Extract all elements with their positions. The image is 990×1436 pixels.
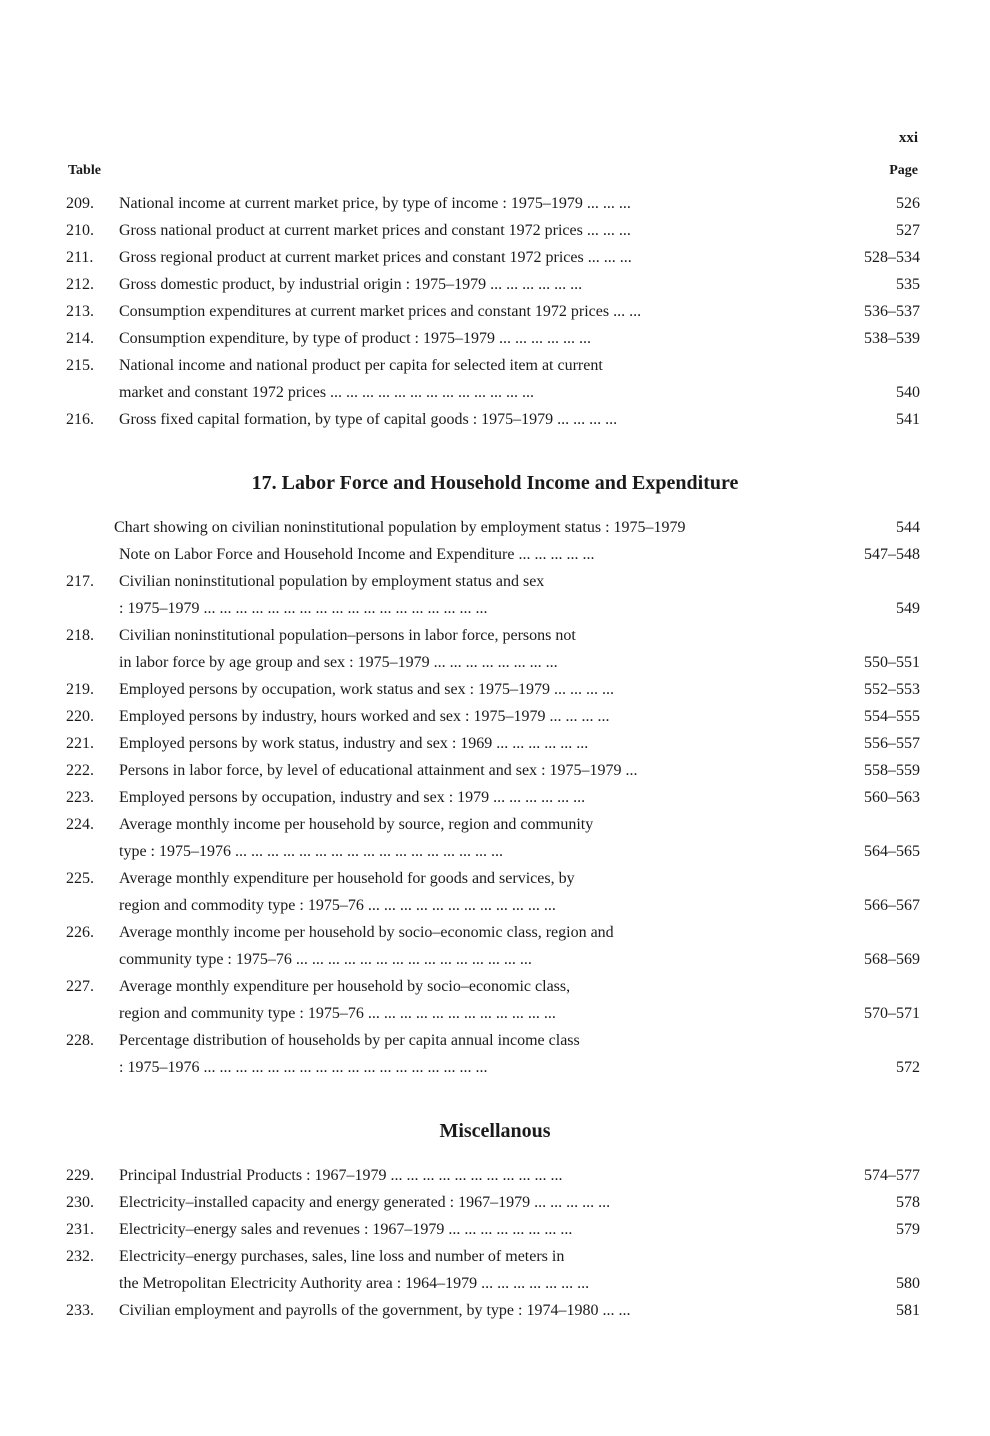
- page-reference: 526: [896, 195, 920, 212]
- toc-entry: [0, 298, 990, 325]
- entry-title: Electricity–energy purchases, sales, line loss and number of meters in: [119, 1248, 565, 1265]
- entry-title: type : 1975–1976 ... ... ... ... ... ... ... ... ... ... ... ... ... ... ... ... ...: [119, 843, 503, 860]
- table-column-header: Table: [68, 163, 101, 178]
- toc-entry: [0, 784, 990, 811]
- table-number: 216.: [66, 411, 94, 428]
- table-number: 222.: [66, 762, 94, 779]
- toc-entry: [0, 622, 990, 676]
- entry-title: Electricity–energy sales and revenues : 1967–1979 ... ... ... ... ... ... ... ...: [119, 1221, 573, 1238]
- page-reference: 536–537: [864, 303, 920, 320]
- toc-entry: [0, 811, 990, 865]
- entry-title: market and constant 1972 prices ... ... ... ... ... ... ... ... ... ... ... ... ...: [119, 384, 535, 401]
- entry-title: Gross regional product at current market prices and constant 1972 prices ... ... ...: [119, 249, 632, 266]
- entry-title: Employed persons by industry, hours worked and sex : 1975–1979 ... ... ... ...: [119, 708, 610, 725]
- page-reference: 580: [896, 1275, 920, 1292]
- table-number: 209.: [66, 195, 94, 212]
- entry-title: region and commodity type : 1975–76 ... ... ... ... ... ... ... ... ... ... ... ...: [119, 897, 556, 914]
- entry-title: National income and national product per capita for selected item at current: [119, 357, 603, 374]
- entry-title: Average monthly expenditure per household for goods and services, by: [119, 870, 575, 887]
- toc-entry: [0, 1189, 990, 1216]
- entry-title: Gross national product at current market prices and constant 1972 prices ... ... ...: [119, 222, 631, 239]
- entry-title: Employed persons by occupation, work status and sex : 1975–1979 ... ... ... ...: [119, 681, 615, 698]
- entry-title: in labor force by age group and sex : 1975–1979 ... ... ... ... ... ... ... ...: [119, 654, 558, 671]
- page-reference: 541: [896, 411, 920, 428]
- entry-title: Persons in labor force, by level of educational attainment and sex : 1975–1979 ...: [119, 762, 638, 779]
- toc-entry: [0, 703, 990, 730]
- page-reference: 538–539: [864, 330, 920, 347]
- entry-title: Employed persons by occupation, industry and sex : 1979 ... ... ... ... ... ...: [119, 789, 586, 806]
- page-reference: 528–534: [864, 249, 920, 266]
- entry-title: Note on Labor Force and Household Income and Expenditure ... ... ... ... ...: [119, 546, 595, 563]
- page-reference: 549: [896, 600, 920, 617]
- entry-title: Consumption expenditures at current market prices and constant 1972 prices ... ...: [119, 303, 642, 320]
- entry-title: Gross domestic product, by industrial origin : 1975–1979 ... ... ... ... ... ...: [119, 276, 583, 293]
- page-reference: 550–551: [864, 654, 920, 671]
- entry-title: the Metropolitan Electricity Authority area : 1964–1979 ... ... ... ... ... ... ...: [119, 1275, 590, 1292]
- toc-entry: [0, 1297, 990, 1324]
- table-number: 215.: [66, 357, 94, 374]
- toc-entry: [0, 271, 990, 298]
- entry-title: Average monthly income per household by socio–economic class, region and: [119, 924, 614, 941]
- toc-entry: [0, 217, 990, 244]
- table-number: 214.: [66, 330, 94, 347]
- toc-entry: [0, 973, 990, 1027]
- page-reference: 552–553: [864, 681, 920, 698]
- toc-entry: [0, 757, 990, 784]
- entry-title: Civilian noninstitutional population–persons in labor force, persons not: [119, 627, 576, 644]
- page-reference: 527: [896, 222, 920, 239]
- table-number: 229.: [66, 1167, 94, 1184]
- entry-title: Civilian employment and payrolls of the government, by type : 1974–1980 ... ...: [119, 1302, 631, 1319]
- table-number: 232.: [66, 1248, 94, 1265]
- table-number: 211.: [66, 249, 94, 266]
- page-reference: 554–555: [864, 708, 920, 725]
- entry-title: Average monthly expenditure per household by socio–economic class,: [119, 978, 571, 995]
- toc-entry: [0, 1162, 990, 1189]
- page-reference: 570–571: [864, 1005, 920, 1022]
- toc-entry: [0, 406, 990, 433]
- toc-entry: [0, 541, 990, 568]
- section-title: Miscellanous: [439, 1120, 551, 1142]
- page-reference: 578: [896, 1194, 920, 1211]
- toc-entry: [0, 244, 990, 271]
- toc-entry: [0, 919, 990, 973]
- toc-entry: [0, 352, 990, 406]
- entry-title: community type : 1975–76 ... ... ... ... ... ... ... ... ... ... ... ... ... ... ...: [119, 951, 532, 968]
- page-number: xxi: [898, 130, 918, 146]
- toc-entry: [0, 514, 990, 541]
- table-number: 212.: [66, 276, 94, 293]
- page-reference: 581: [896, 1302, 920, 1319]
- toc-entry: [0, 865, 990, 919]
- entry-title: Average monthly income per household by source, region and community: [119, 816, 594, 833]
- table-number: 228.: [66, 1032, 94, 1049]
- entry-title: : 1975–1979 ... ... ... ... ... ... ... ... ... ... ... ... ... ... ... ... ... ...: [119, 600, 488, 617]
- table-number: 213.: [66, 303, 94, 320]
- table-number: 220.: [66, 708, 94, 725]
- toc-entry: [0, 190, 990, 217]
- entry-title: Gross fixed capital formation, by type of capital goods : 1975–1979 ... ... ... ...: [119, 411, 618, 428]
- page-reference: 564–565: [864, 843, 920, 860]
- entry-title: Electricity–installed capacity and energy generated : 1967–1979 ... ... ... ... ...: [119, 1194, 611, 1211]
- page-reference: 558–559: [864, 762, 920, 779]
- entry-title: Civilian noninstitutional population by employment status and sex: [119, 573, 545, 590]
- entry-title: region and community type : 1975–76 ... ... ... ... ... ... ... ... ... ... ... ...: [119, 1005, 556, 1022]
- table-number: 210.: [66, 222, 94, 239]
- page-reference: 579: [896, 1221, 920, 1238]
- table-number: 233.: [66, 1302, 94, 1319]
- page-reference: 544: [896, 519, 920, 536]
- table-number: 230.: [66, 1194, 94, 1211]
- page-reference: 566–567: [864, 897, 920, 914]
- toc-entry: [0, 1243, 990, 1297]
- page-reference: 535: [896, 276, 920, 293]
- table-number: 217.: [66, 573, 94, 590]
- page-reference: 556–557: [864, 735, 920, 752]
- entry-title: : 1975–1976 ... ... ... ... ... ... ... ... ... ... ... ... ... ... ... ... ... ...: [119, 1059, 488, 1076]
- table-number: 219.: [66, 681, 94, 698]
- page-column-header: Page: [889, 163, 918, 178]
- toc-entry: [0, 1027, 990, 1081]
- page-reference: 568–569: [864, 951, 920, 968]
- page-reference: 572: [896, 1059, 920, 1076]
- entry-title: Chart showing on civilian noninstitutional population by employment status : 1975–1979: [114, 519, 686, 536]
- entry-title: Consumption expenditure, by type of product : 1975–1979 ... ... ... ... ... ...: [119, 330, 591, 347]
- table-number: 224.: [66, 816, 94, 833]
- page-reference: 540: [896, 384, 920, 401]
- table-number: 227.: [66, 978, 94, 995]
- table-number: 221.: [66, 735, 94, 752]
- page-reference: 560–563: [864, 789, 920, 806]
- toc-entry: [0, 730, 990, 757]
- entry-title: Employed persons by work status, industry and sex : 1969 ... ... ... ... ... ...: [119, 735, 589, 752]
- table-number: 231.: [66, 1221, 94, 1238]
- table-number: 218.: [66, 627, 94, 644]
- toc-entry: [0, 676, 990, 703]
- toc-entry: [0, 568, 990, 622]
- toc-entry: [0, 1216, 990, 1243]
- page-reference: 547–548: [864, 546, 920, 563]
- page-reference: 574–577: [864, 1167, 920, 1184]
- table-number: 223.: [66, 789, 94, 806]
- toc-entry: [0, 325, 990, 352]
- entry-title: Principal Industrial Products : 1967–1979 ... ... ... ... ... ... ... ... ... ... ...: [119, 1167, 563, 1184]
- table-number: 225.: [66, 870, 94, 887]
- table-number: 226.: [66, 924, 94, 941]
- entry-title: National income at current market price, by type of income : 1975–1979 ... ... ...: [119, 195, 631, 212]
- entry-title: Percentage distribution of households by per capita annual income class: [119, 1032, 580, 1049]
- section-title: 17. Labor Force and Household Income and Expenditure: [251, 472, 739, 494]
